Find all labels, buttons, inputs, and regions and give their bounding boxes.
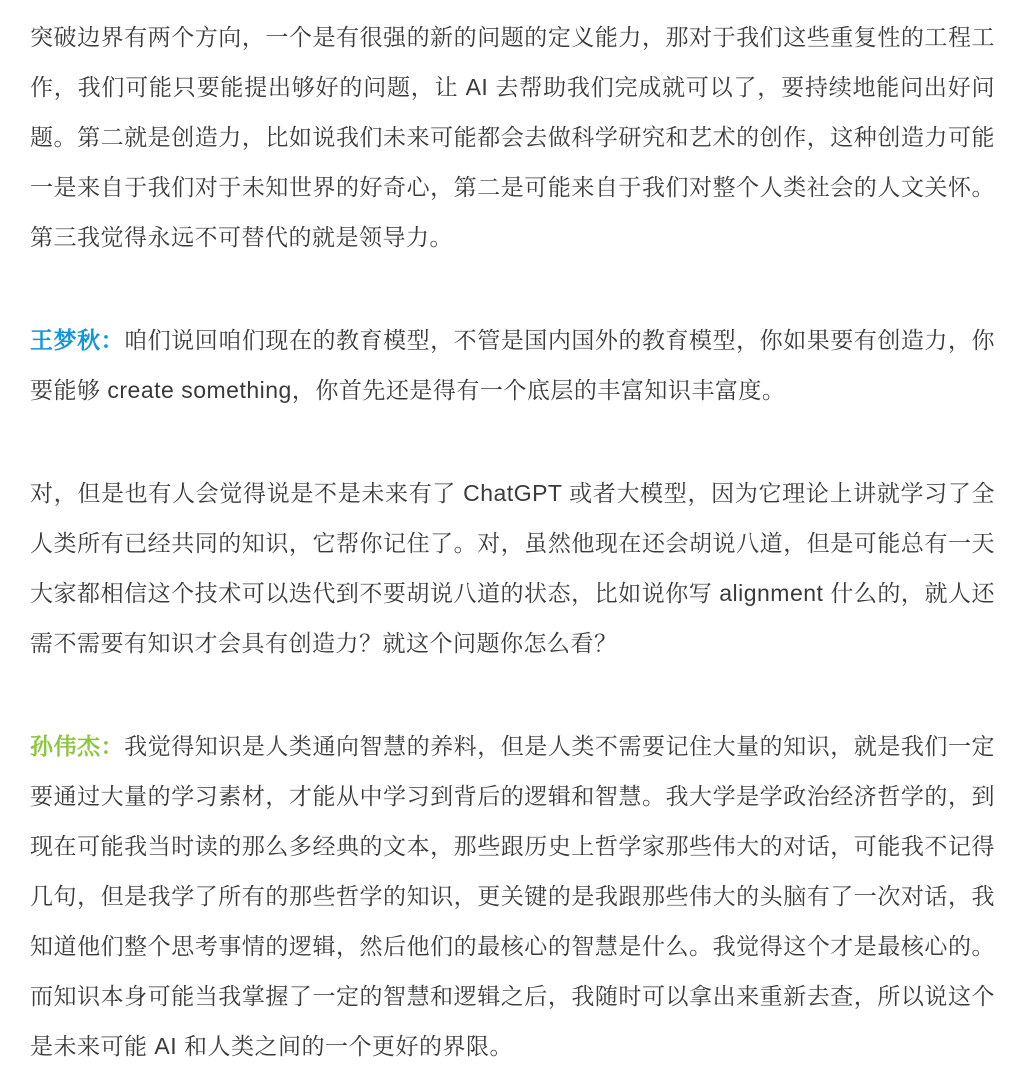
paragraph-text: 咱们说回咱们现在的教育模型，不管是国内国外的教育模型，你如果要有创造力，你要能够 create something，你首先还是得有一个底层的丰富知识丰富度。 bbox=[30, 327, 996, 403]
speaker-name: 王梦秋： bbox=[30, 327, 125, 353]
paragraph-text: 我觉得知识是人类通向智慧的养料，但是人类不需要记住大量的知识，就是我们一定要通过大量的学习素材，才能从中学习到背后的逻辑和智慧。我大学是学政治经济哲学的，到现在可能我当时读的那么多经典的文本，那些跟历史上哲学家那些伟大的对话，可能我不记得几句，但是我学了所有的那些哲学的知识，更关键的是我跟那些伟大的头脑有了一次对话，我知道他们整个思考事情的逻辑，然后他们的最核心的智慧是什么。我觉得这个才是最核心的。而知识本身可能当我掌握了一定的智慧和逻辑之后，我随时可以拿出来重新去查，所以说这个是未来可能 AI 和人类之间的一个更好的界限。 bbox=[30, 733, 996, 1059]
paragraph-wangmengqiu bbox=[30, 315, 995, 415]
paragraph-sunweijie bbox=[30, 721, 995, 1071]
paragraph-text: 对，但是也有人会觉得说是不是未来有了 ChatGPT 或者大模型，因为它理论上讲就学习了全人类所有已经共同的知识，它帮你记住了。对，虽然他现在还会胡说八道，但是可能总有一天大家都相信这个技术可以迭代到不要胡说八道的状态，比如说你写 alignment 什么的，就人还需不需要有知识才会具有创造力？就这个问题你怎么看？ bbox=[30, 480, 995, 656]
paragraph-text: 突破边界有两个方向，一个是有很强的新的问题的定义能力，那对于我们这些重复性的工程工作，我们可能只要能提出够好的问题，让 AI 去帮助我们完成就可以了，要持续地能问出好问题。第二就是创造力，比如说我们未来可能都会去做科学研究和艺术的创作，这种创造力可能一是来自于我们对于未知世界的好奇心，第二是可能来自于我们对整个人类社会的人文关怀。第三我觉得永远不可替代的就是领导力。 bbox=[30, 24, 995, 250]
speaker-name: 孙伟杰： bbox=[30, 733, 125, 759]
paragraph-intro bbox=[30, 12, 995, 262]
paragraph-question bbox=[30, 468, 995, 668]
